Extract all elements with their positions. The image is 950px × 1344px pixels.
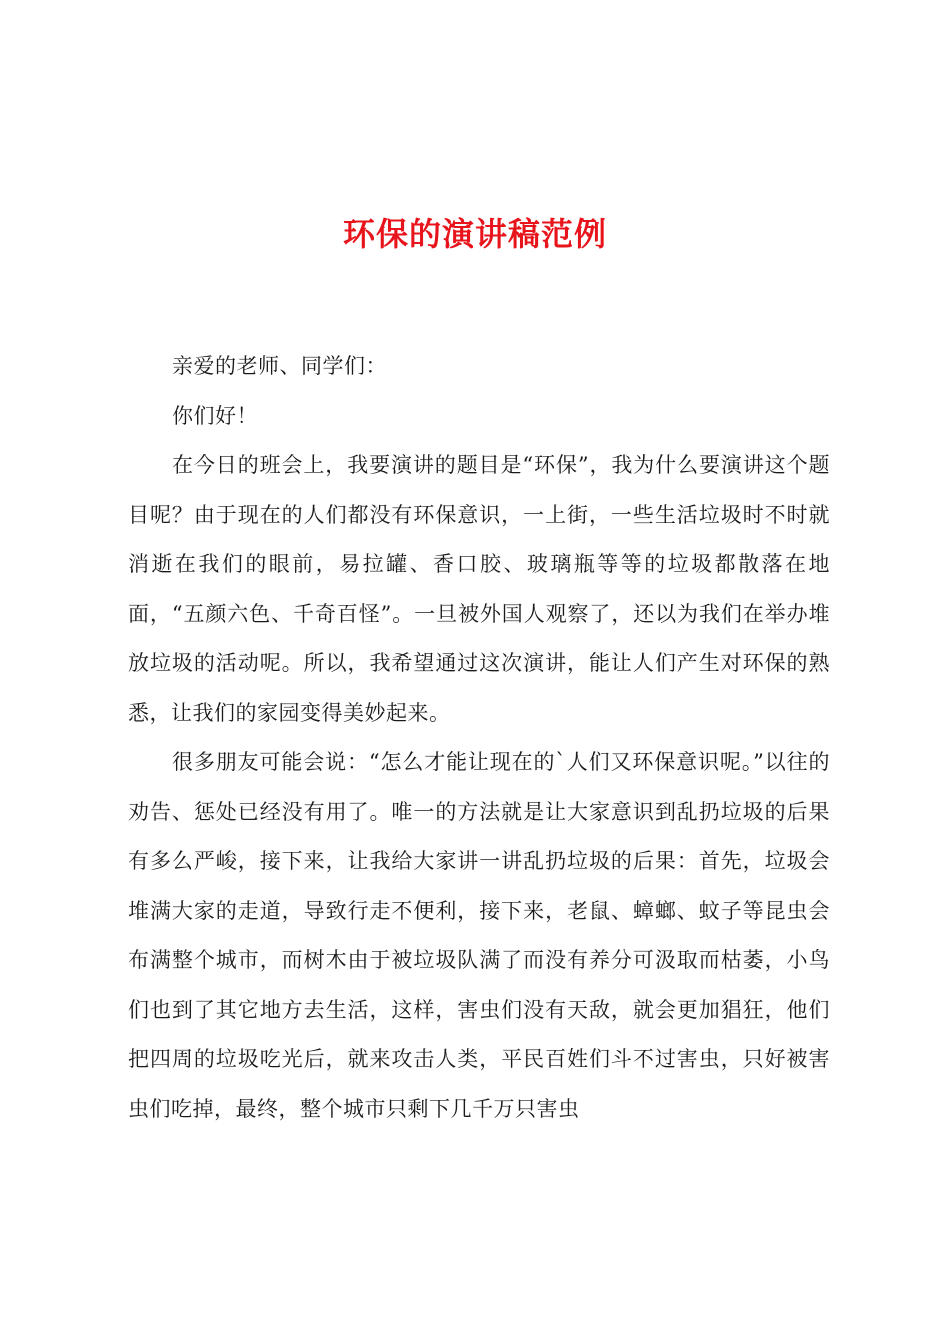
document-body xyxy=(128,342,830,1134)
body-paragraph: 在今日的班会上，我要演讲的题目是“环保”，我为什么要演讲这个题目呢？由于现在的人们都没有环保意识，一上街，一些生活垃圾时不时就消逝在我们的眼前，易拉罐、香口胶、玻璃瓶等等的垃圾都散落在地面，“五颜六色、千奇百怪”。一旦被外国人观察了，还以为我们在举办堆放垃圾的活动呢。所以，我希望通过这次演讲，能让人们产生对环保的熟悉，让我们的家园变得美妙起来。 xyxy=(128,453,830,725)
document-title: 环保的演讲稿范例 xyxy=(342,215,607,253)
body-paragraph: 很多朋友可能会说：“怎么才能让现在的`人们又环保意识呢。”以往的劝告、惩处已经没有用了。唯一的方法就是让大家意识到乱扔垃圾的后果有多么严峻，接下来，让我给大家讲一讲乱扔垃圾的后果：首先，垃圾会堆满大家的走道，导致行走不便利，接下来，老鼠、蟑螂、蚊子等昆虫会布满整个城市，而树木由于被垃圾队满了而没有养分可汲取而枯萎，小鸟们也到了其它地方去生活，这样，害虫们没有天敌，就会更加猖狂，他们把四周的垃圾吃光后，就来攻击人类，平民百姓们斗不过害虫，只好被害虫们吃掉，最终，整个城市只剩下几千万只害虫 xyxy=(128,750,830,1121)
salutation-paragraph: 亲爱的老师、同学们： xyxy=(172,354,387,378)
greeting-paragraph: 你们好！ xyxy=(172,403,258,428)
